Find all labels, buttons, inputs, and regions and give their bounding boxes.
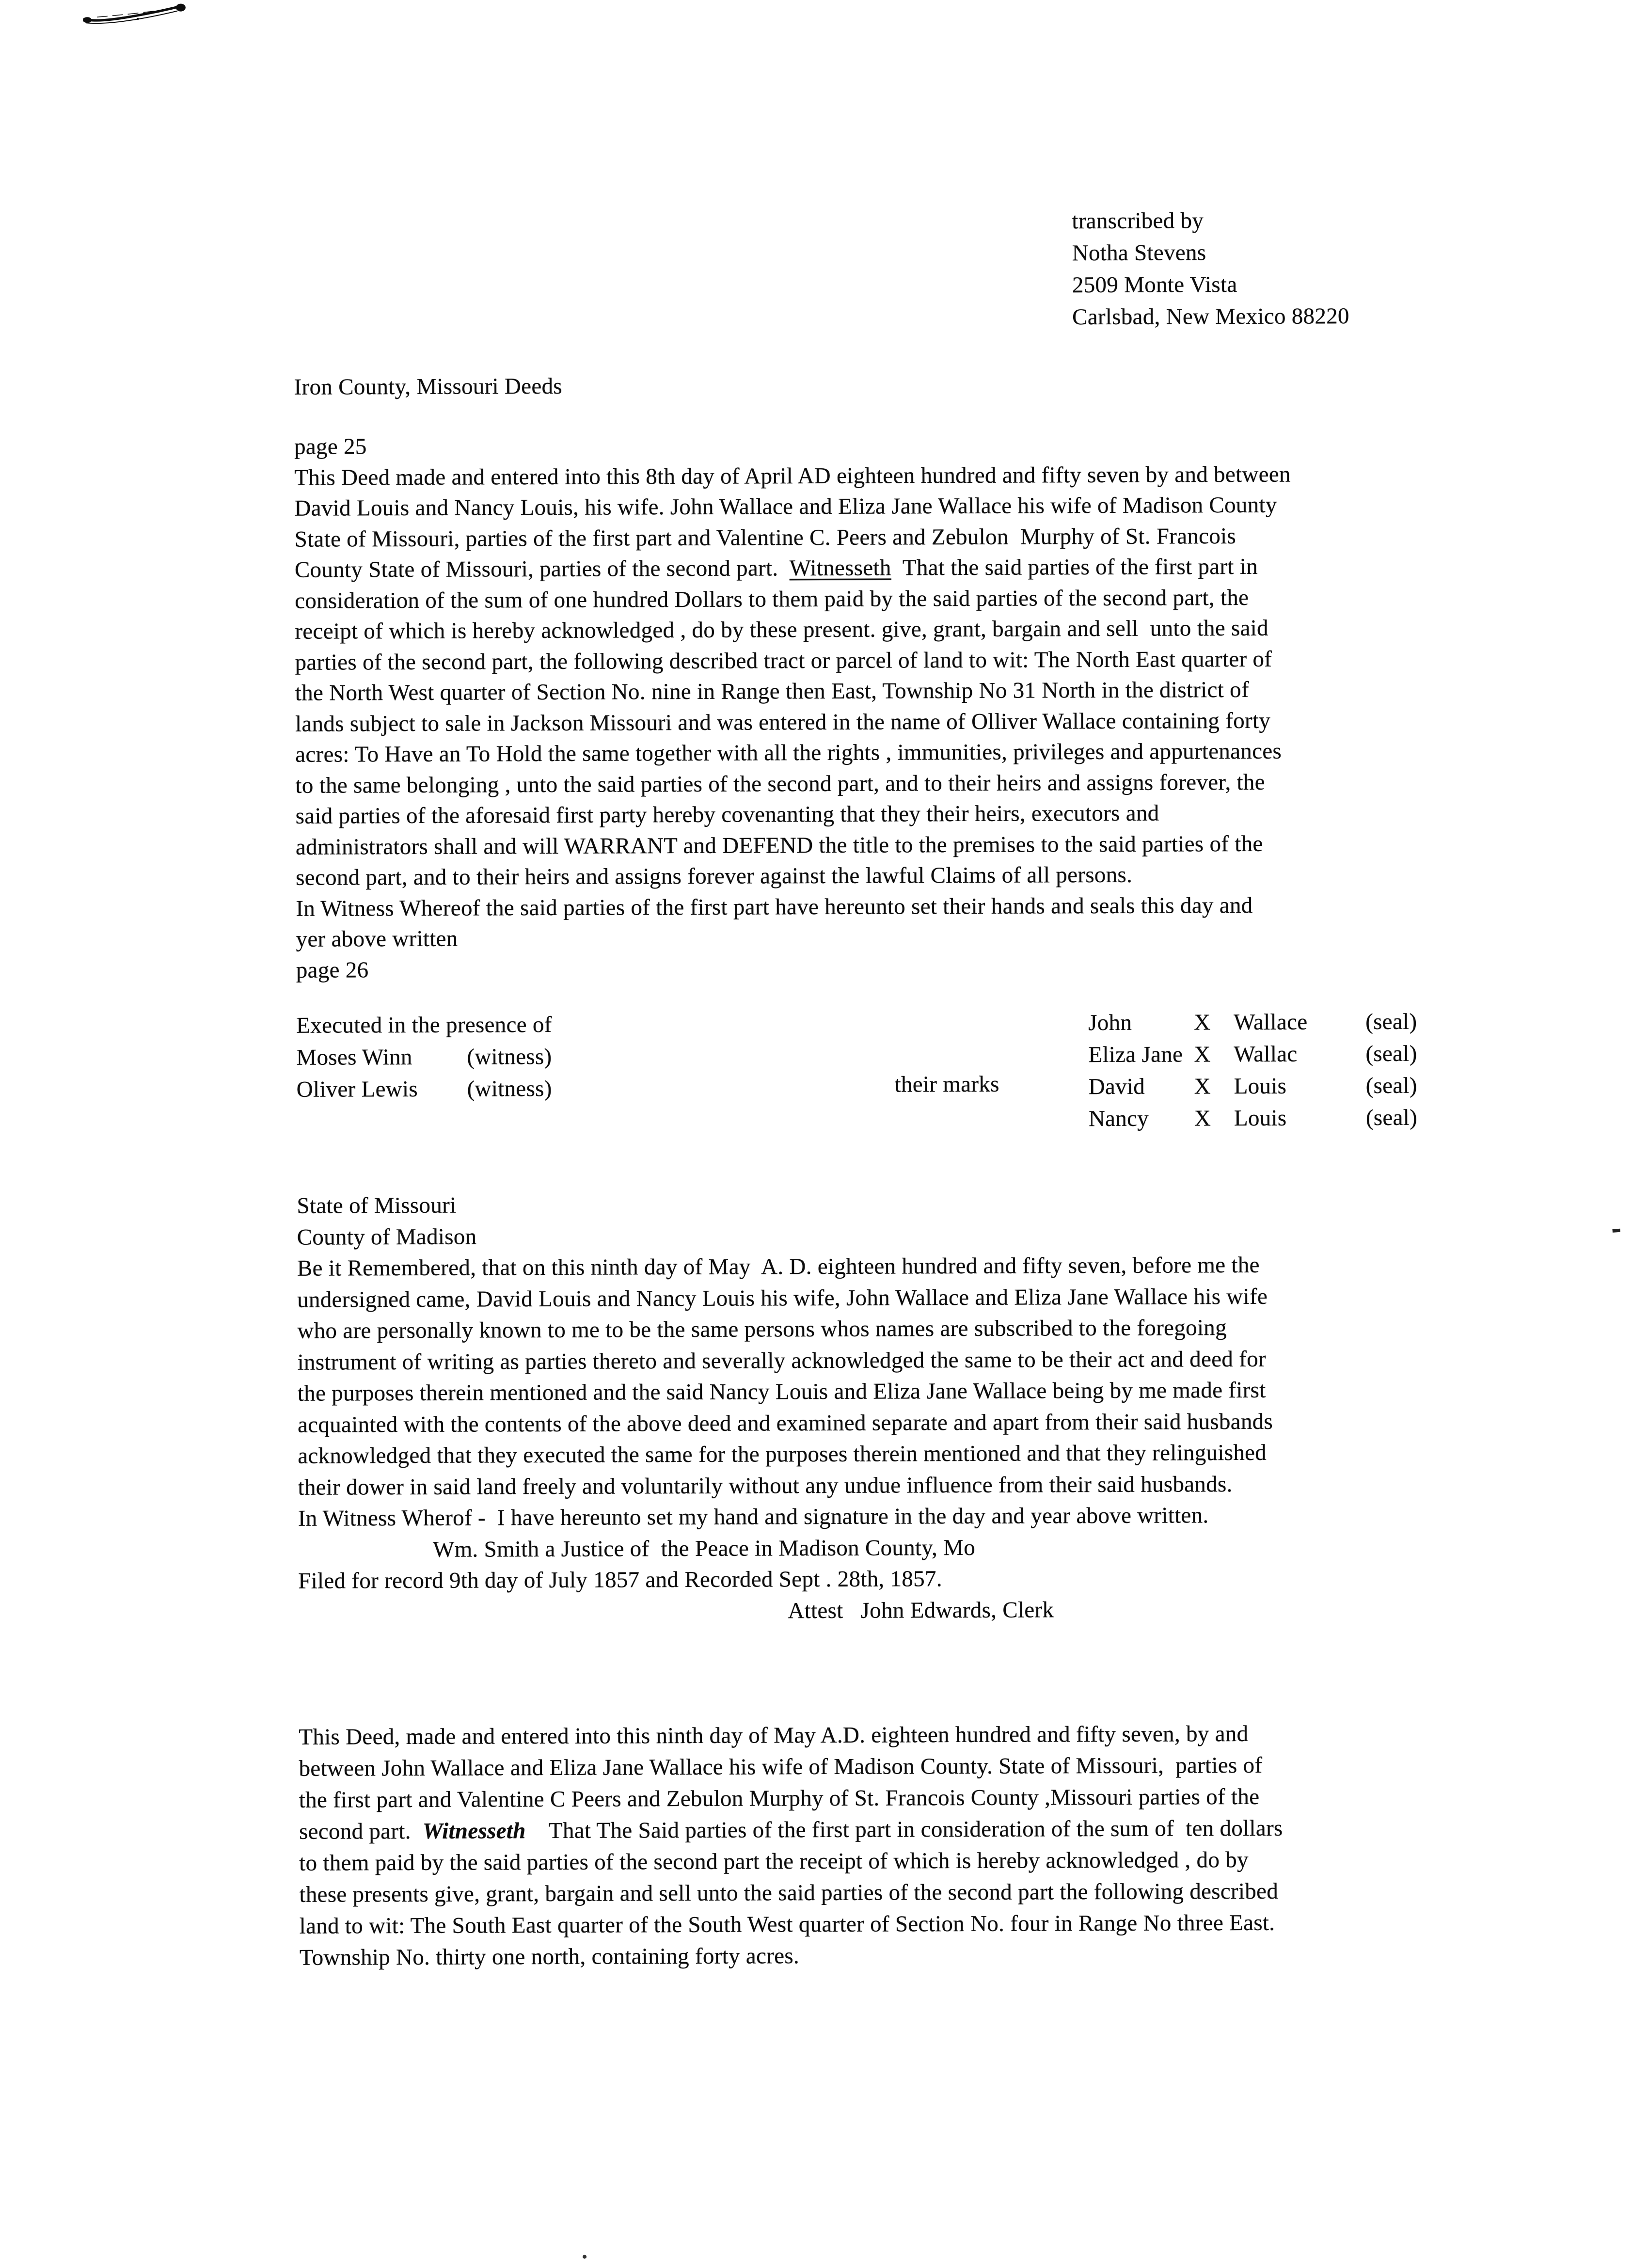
signer-x-mark: X xyxy=(1194,1106,1211,1131)
deed-line: the first part and Valentine C Peers and Zebulon Murphy of St. Francois County ,Missouri parties of the xyxy=(299,1784,1260,1813)
witnesseth-suffix: That the said parties of the first part in xyxy=(891,554,1258,581)
notary-line: the purposes therein mentioned and the said Nancy Louis and Eliza Jane Wallace being by me made first xyxy=(297,1377,1266,1406)
witness-name: Oliver Lewis xyxy=(296,1076,418,1102)
witness-row xyxy=(297,1073,553,1106)
witnesseth-underlined-word: Witnesseth xyxy=(789,555,891,581)
attest-clerk-line: Attest John Edwards, Clerk xyxy=(788,1597,1054,1623)
page-26-label: page 26 xyxy=(296,957,369,983)
notary-line: their dower in said land freely and voluntarily without any undue influence from their said husbands. xyxy=(298,1471,1233,1500)
deed-line: these presents give, grant, bargain and sell unto the said parties of the second part the following described xyxy=(299,1878,1279,1907)
deed-line: second part, and to their heirs and assigns forever against the lawful Claims of all persons. xyxy=(296,862,1133,890)
transcriber-name: Notha Stevens xyxy=(1072,240,1206,266)
signer-x-mark: X xyxy=(1194,1042,1211,1067)
seal-signature-block xyxy=(1088,1006,1417,1135)
ink-scribble-mark xyxy=(82,3,187,29)
deed-line: the North West quarter of Section No. nine in Range then East, Township No 31 North in the district of xyxy=(295,677,1249,706)
seal-label: (seal) xyxy=(1365,1105,1418,1131)
witness-label: (witness) xyxy=(467,1076,552,1102)
signer-surname: Louis xyxy=(1234,1073,1287,1099)
deed-line: parties of the second part, the following described tract or parcel of land to wit: The North East quarter of xyxy=(295,646,1272,675)
deed-line: This Deed made and entered into this 8th day of April AD eighteen hundred and fifty seven by and between xyxy=(294,461,1291,491)
seal-label: (seal) xyxy=(1365,1073,1417,1099)
signer-surname: Louis xyxy=(1234,1105,1287,1131)
signer-first-name: Nancy xyxy=(1088,1106,1149,1132)
notary-acknowledgment xyxy=(297,1186,1520,1628)
witnesseth-italic-word: Witnesseth xyxy=(422,1818,526,1844)
signer-first-name: Eliza Jane xyxy=(1088,1042,1183,1068)
witness-block xyxy=(296,1009,552,1106)
deed-line: between John Wallace and Eliza Jane Wallace his wife of Madison County. State of Missouri, parties of xyxy=(299,1752,1263,1781)
witness-row xyxy=(296,1041,552,1074)
deed-line: lands subject to sale in Jackson Missouri and was entered in the name of Olliver Wallace containing forty xyxy=(295,708,1271,737)
deed-line: yer above written xyxy=(296,926,458,952)
deed-line: land to wit: The South East quarter of the South West quarter of Section No. four in Range No three East. xyxy=(299,1910,1275,1939)
notary-line: acknowledged that they executed the same for the purposes therein mentioned and that they relinguished xyxy=(298,1440,1267,1469)
page-25-label: page 25 xyxy=(294,434,367,460)
seal-row xyxy=(1089,1070,1417,1103)
deed-paragraph-1 xyxy=(294,428,1518,986)
transcribed-by-label: transcribed by xyxy=(1072,208,1204,234)
deed-line: acres: To Have an To Hold the same together with all the rights , immunities, privileges and appurtenances xyxy=(295,738,1282,767)
in-witness-line: In Witness Wherof - I have hereunto set my hand and signature in the day and year above written. xyxy=(298,1503,1209,1531)
deed-line: This Deed, made and entered into this ninth day of May A.D. eighteen hundred and fifty seven, by and xyxy=(299,1721,1249,1750)
witness-label: (witness) xyxy=(467,1044,552,1070)
deed-line-witnesseth xyxy=(295,551,1516,586)
seal-row xyxy=(1088,1038,1417,1071)
signer-x-mark: X xyxy=(1194,1074,1211,1099)
state-line: State of Missouri xyxy=(297,1192,457,1219)
deed-line: David Louis and Nancy Louis, his wife. John Wallace and Eliza Jane Wallace his wife of Madison County xyxy=(294,492,1277,521)
seal-row xyxy=(1088,1006,1417,1039)
justice-of-peace-line: Wm. Smith a Justice of the Peace in Madison County, Mo xyxy=(432,1535,976,1562)
signer-surname: Wallace xyxy=(1234,1009,1308,1035)
notary-line: instrument of writing as parties thereto and severally acknowledged the same to be their act and deed for xyxy=(297,1346,1266,1375)
witnesseth-prefix: second part. xyxy=(299,1818,423,1844)
deed-line: said parties of the aforesaid first party hereby covenanting that they their heirs, executors and xyxy=(295,800,1159,829)
seal-row xyxy=(1089,1102,1417,1135)
witness-name: Moses Winn xyxy=(296,1044,412,1070)
deed-line: In Witness Whereof the said parties of the first part have hereunto set their hands and seals this day and xyxy=(296,892,1253,921)
signer-surname: Wallac xyxy=(1234,1041,1298,1067)
ink-speck-bottom xyxy=(583,2255,586,2259)
county-line: County of Madison xyxy=(297,1224,477,1250)
signer-first-name: John xyxy=(1088,1010,1132,1036)
deed-paragraph-2 xyxy=(299,1717,1531,1974)
signer-first-name: David xyxy=(1088,1074,1145,1100)
notary-line: Be it Remembered, that on this ninth day of May A. D. eighteen hundred and fifty seven, before me the xyxy=(297,1252,1260,1281)
deed-line: Township No. thirty one north, containing forty acres. xyxy=(299,1943,800,1970)
witnesseth-prefix: County State of Missouri, parties of the second part. xyxy=(294,555,790,583)
deed-line: to the same belonging , unto the said parties of the second part, and to their heirs and assigns forever, the xyxy=(295,769,1265,798)
ink-speck-right-margin xyxy=(1612,1229,1620,1233)
seal-label: (seal) xyxy=(1365,1009,1417,1035)
witnesseth-suffix: That The Said parties of the first part in consideration of the sum of ten dollars xyxy=(525,1815,1283,1844)
signer-x-mark: X xyxy=(1194,1010,1211,1035)
document-title: Iron County, Missouri Deeds xyxy=(294,373,563,400)
deed-line: to them paid by the said parties of the second part the receipt of which is hereby acknowledged , do by xyxy=(299,1847,1249,1876)
deed-line-witnesseth xyxy=(299,1812,1530,1848)
notary-line: acquainted with the contents of the above deed and examined separate and apart from their said husbands xyxy=(297,1409,1273,1438)
transcriber-note xyxy=(1072,204,1349,333)
notary-line: undersigned came, David Louis and Nancy Louis his wife, John Wallace and Eliza Jane Wallace his wife xyxy=(297,1284,1268,1313)
deed-line: administrators shall and will WARRANT and DEFEND the title to the premises to the said parties of the xyxy=(295,831,1263,860)
deed-line: consideration of the sum of one hundred Dollars to them paid by the said parties of the second part, the xyxy=(295,585,1249,614)
notary-line: who are personally known to me to be the same persons whos names are subscribed to the foregoing xyxy=(297,1315,1227,1344)
their-marks-caption: their marks xyxy=(894,1071,999,1097)
deed-line: receipt of which is hereby acknowledged , do by these present. give, grant, bargain and sell unto the said xyxy=(295,615,1269,644)
seal-label: (seal) xyxy=(1365,1041,1417,1067)
transcriber-street: 2509 Monte Vista xyxy=(1072,272,1237,298)
transcriber-city: Carlsbad, New Mexico 88220 xyxy=(1072,303,1349,330)
executed-line: Executed in the presence of xyxy=(296,1012,552,1038)
filed-for-record-line: Filed for record 9th day of July 1857 and Recorded Sept . 28th, 1857. xyxy=(298,1566,942,1594)
deed-line: State of Missouri, parties of the first part and Valentine C. Peers and Zebulon Murphy of St. Francois xyxy=(294,523,1236,552)
